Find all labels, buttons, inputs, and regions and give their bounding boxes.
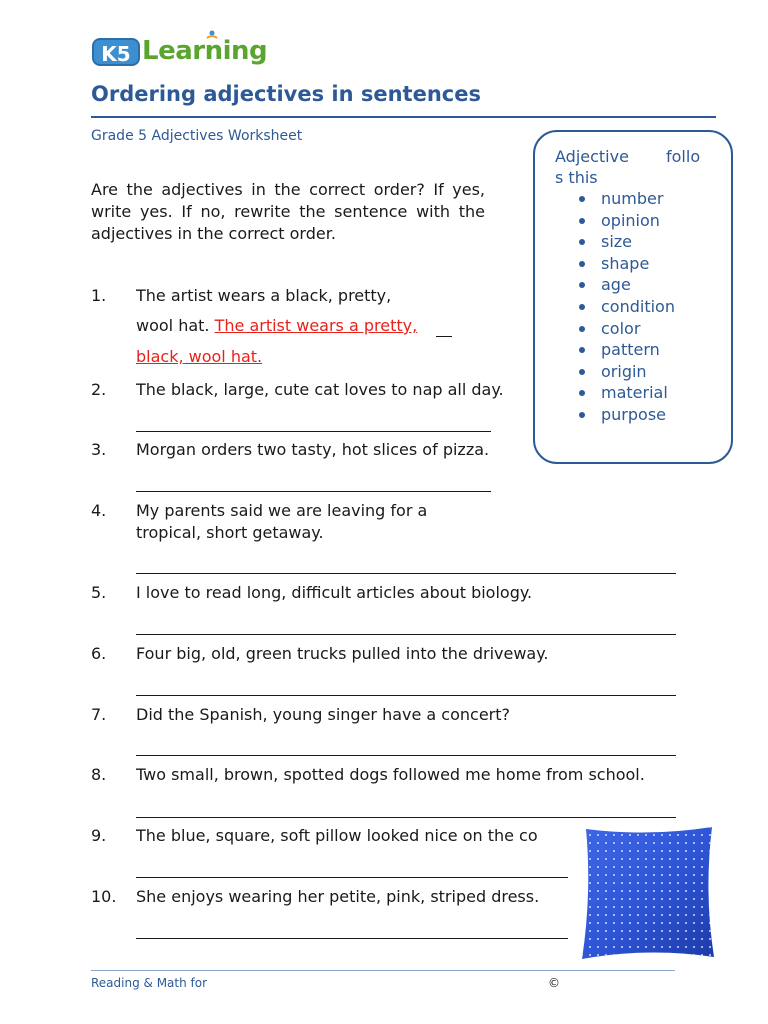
list-item: pattern xyxy=(555,339,675,361)
footer-tagline: Reading & Math for xyxy=(91,976,208,990)
question-number: 6. xyxy=(91,644,107,663)
question-number: 10. xyxy=(91,887,117,906)
answer-line[interactable] xyxy=(136,695,676,696)
k5-learning-logo xyxy=(92,30,268,74)
question-text: Morgan orders two tasty, hot slices of pizza. xyxy=(136,440,490,459)
list-item: condition xyxy=(555,296,675,318)
list-item: color xyxy=(555,318,675,340)
question-number: 7. xyxy=(91,705,107,724)
question-text: Four big, old, green trucks pulled into the driveway. xyxy=(136,644,549,663)
answer-line[interactable] xyxy=(136,634,676,635)
title-divider xyxy=(91,116,716,118)
worksheet-subtitle: Grade 5 Adjectives Worksheet xyxy=(91,128,303,144)
question-text: She enjoys wearing her petite, pink, striped dress. xyxy=(136,887,540,906)
answer-text: black, wool hat. xyxy=(136,347,263,366)
answer-line[interactable] xyxy=(136,817,676,818)
adjective-order-heading xyxy=(555,146,705,188)
list-item: purpose xyxy=(555,404,675,426)
heading-word-1: Adjective xyxy=(555,147,629,166)
answer-line[interactable] xyxy=(136,431,491,432)
question-text-cont: tropical, short getaway. xyxy=(136,523,324,542)
page-title: Ordering adjectives in sentences xyxy=(91,82,481,106)
question-text: I love to read long, difficult articles about biology. xyxy=(136,583,533,602)
pillow-image xyxy=(578,823,718,963)
answer-line[interactable] xyxy=(136,938,568,939)
answer-line[interactable] xyxy=(136,491,491,492)
list-item: material xyxy=(555,382,675,404)
question-text: My parents said we are leaving for a xyxy=(136,501,428,520)
logo-figure-icon xyxy=(205,30,219,44)
logo-mark: K5 xyxy=(92,38,140,66)
question-number: 8. xyxy=(91,765,107,784)
list-item: size xyxy=(555,231,675,253)
adjective-order-box xyxy=(533,130,733,464)
heading-word-2: follo xyxy=(666,147,701,166)
list-item: origin xyxy=(555,361,675,383)
footer-divider xyxy=(91,970,675,971)
logo-wordmark: Learning xyxy=(142,36,268,66)
list-item: shape xyxy=(555,253,675,275)
answer-line[interactable] xyxy=(136,877,568,878)
instructions-part2: . If no, rewrite the sentence with the adjectives in the correct order. xyxy=(91,202,485,243)
question-text: The artist wears a black, pretty, xyxy=(136,286,392,305)
answer-line-tail xyxy=(436,336,452,337)
question-text: The blue, square, soft pillow looked nice on the co xyxy=(136,826,538,845)
footer-copyright: © xyxy=(548,976,560,990)
question-text: Two small, brown, spotted dogs followed me home from school. xyxy=(136,765,645,784)
question-number: 4. xyxy=(91,501,107,520)
question-text: The black, large, cute cat loves to nap all day. xyxy=(136,380,504,399)
instructions xyxy=(91,179,485,245)
list-item: opinion xyxy=(555,210,675,232)
answer-line[interactable] xyxy=(136,755,676,756)
question-number: 1. xyxy=(91,286,107,305)
instructions-yes: yes xyxy=(139,202,168,221)
question-number: 2. xyxy=(91,380,107,399)
question-text: Did the Spanish, young singer have a concert? xyxy=(136,705,511,724)
question-number: 3. xyxy=(91,440,107,459)
question-number: 9. xyxy=(91,826,107,845)
list-item: number xyxy=(555,188,675,210)
adjective-order-list xyxy=(555,188,705,434)
question-number: 5. xyxy=(91,583,107,602)
heading-line-2: s this xyxy=(555,168,598,187)
answer-text: The artist wears a pretty, xyxy=(214,316,418,335)
list-item: age xyxy=(555,274,675,296)
answer-line[interactable] xyxy=(136,573,676,574)
instructions-part1: Are the adjectives in the correct order? If yes, write xyxy=(91,180,485,221)
question-text-cont: wool hat. xyxy=(136,316,210,335)
